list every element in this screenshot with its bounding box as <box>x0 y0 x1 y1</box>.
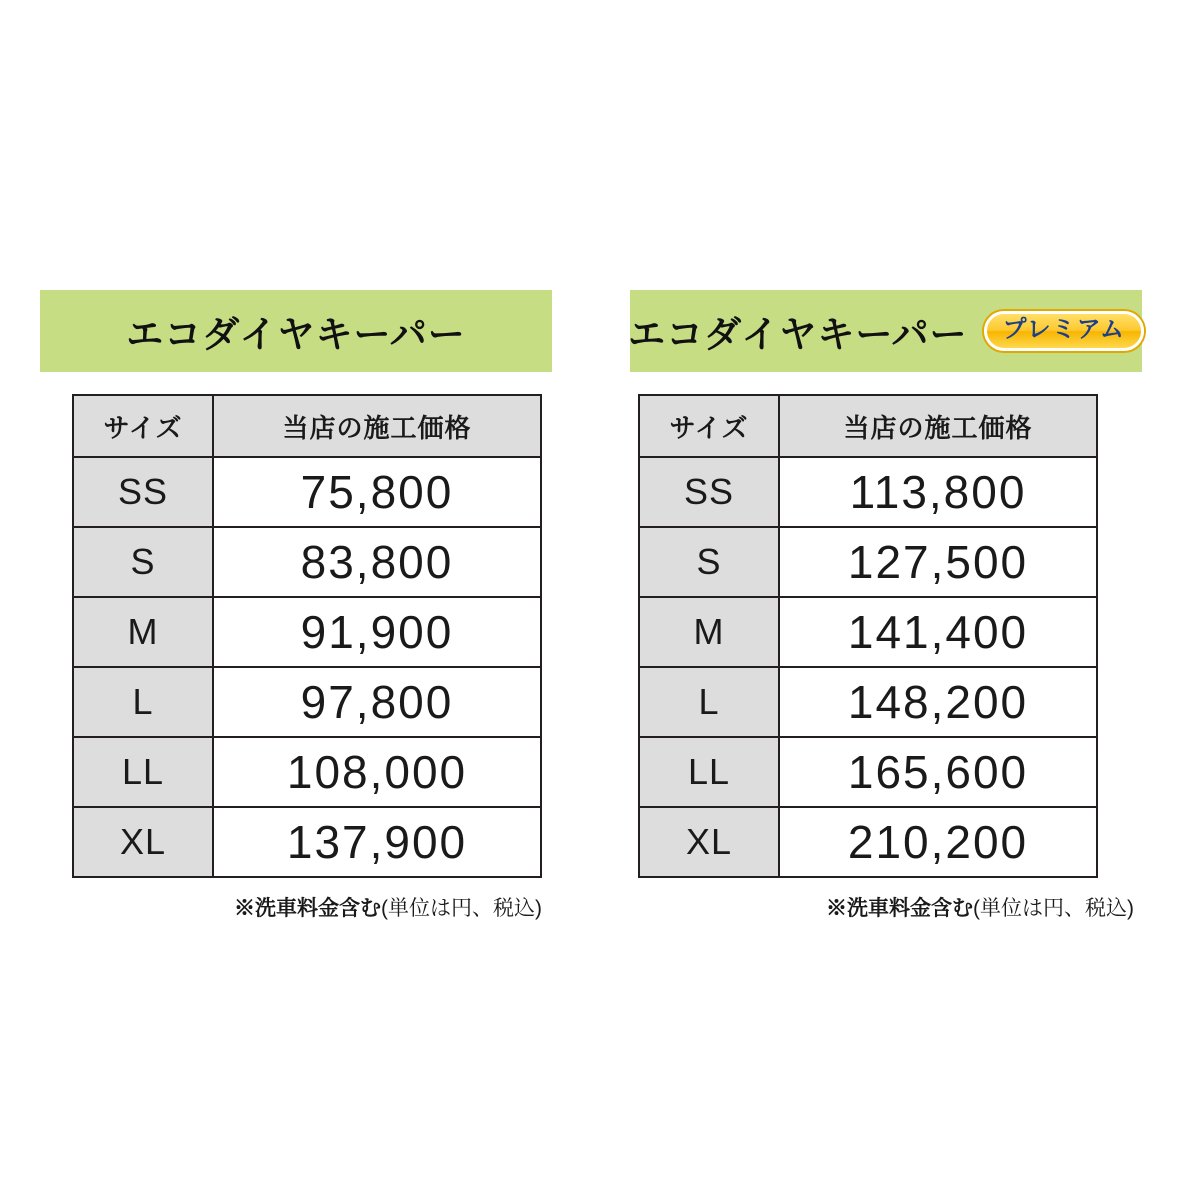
table-row <box>73 457 541 527</box>
cell-size: S <box>73 527 213 597</box>
table-row <box>73 527 541 597</box>
cell-size: XL <box>639 807 779 877</box>
table-row <box>73 737 541 807</box>
price-note <box>40 892 552 922</box>
cell-price: 91,900 <box>213 597 541 667</box>
cell-size: S <box>639 527 779 597</box>
table-header-row <box>73 395 541 457</box>
plan-panel-eco-diamond <box>40 290 552 922</box>
cell-price: 141,400 <box>779 597 1097 667</box>
cell-size: L <box>73 667 213 737</box>
cell-size: SS <box>73 457 213 527</box>
price-table <box>638 394 1098 878</box>
cell-size: M <box>73 597 213 667</box>
plan-title: エコダイヤキーパー <box>126 314 466 355</box>
price-note-sub: (単位は円、税込) <box>973 897 1134 920</box>
cell-price: 127,500 <box>779 527 1097 597</box>
column-header-price: 当店の施工価格 <box>779 395 1097 457</box>
table-row <box>73 667 541 737</box>
cell-price: 108,000 <box>213 737 541 807</box>
price-table <box>72 394 542 878</box>
cell-size: SS <box>639 457 779 527</box>
premium-badge-label: プレミアム <box>1002 316 1125 343</box>
plan-title: エコダイヤキーパー <box>628 314 968 355</box>
table-row <box>639 667 1097 737</box>
cell-price: 75,800 <box>213 457 541 527</box>
cell-price: 137,900 <box>213 807 541 877</box>
cell-size: LL <box>73 737 213 807</box>
cell-price: 148,200 <box>779 667 1097 737</box>
column-header-size: サイズ <box>73 395 213 457</box>
table-row <box>639 597 1097 667</box>
column-header-size: サイズ <box>639 395 779 457</box>
plan-panel-eco-diamond-premium <box>630 290 1142 922</box>
cell-price: 97,800 <box>213 667 541 737</box>
table-header-row <box>639 395 1097 457</box>
plan-title-bar <box>630 290 1142 372</box>
table-row <box>639 457 1097 527</box>
cell-size: XL <box>73 807 213 877</box>
price-note <box>630 892 1142 922</box>
cell-price: 210,200 <box>779 807 1097 877</box>
cell-price: 165,600 <box>779 737 1097 807</box>
cell-size: LL <box>639 737 779 807</box>
table-row <box>639 737 1097 807</box>
table-row <box>73 807 541 877</box>
plan-title-bar <box>40 290 552 372</box>
column-header-price: 当店の施工価格 <box>213 395 541 457</box>
premium-badge <box>984 311 1144 351</box>
table-row <box>639 527 1097 597</box>
price-note-sub: (単位は円、税込) <box>381 897 542 920</box>
table-row <box>639 807 1097 877</box>
cell-price: 113,800 <box>779 457 1097 527</box>
price-note-strong: ※洗車料金含む <box>234 897 381 920</box>
cell-price: 83,800 <box>213 527 541 597</box>
cell-size: L <box>639 667 779 737</box>
price-note-strong: ※洗車料金含む <box>826 897 973 920</box>
cell-size: M <box>639 597 779 667</box>
table-row <box>73 597 541 667</box>
